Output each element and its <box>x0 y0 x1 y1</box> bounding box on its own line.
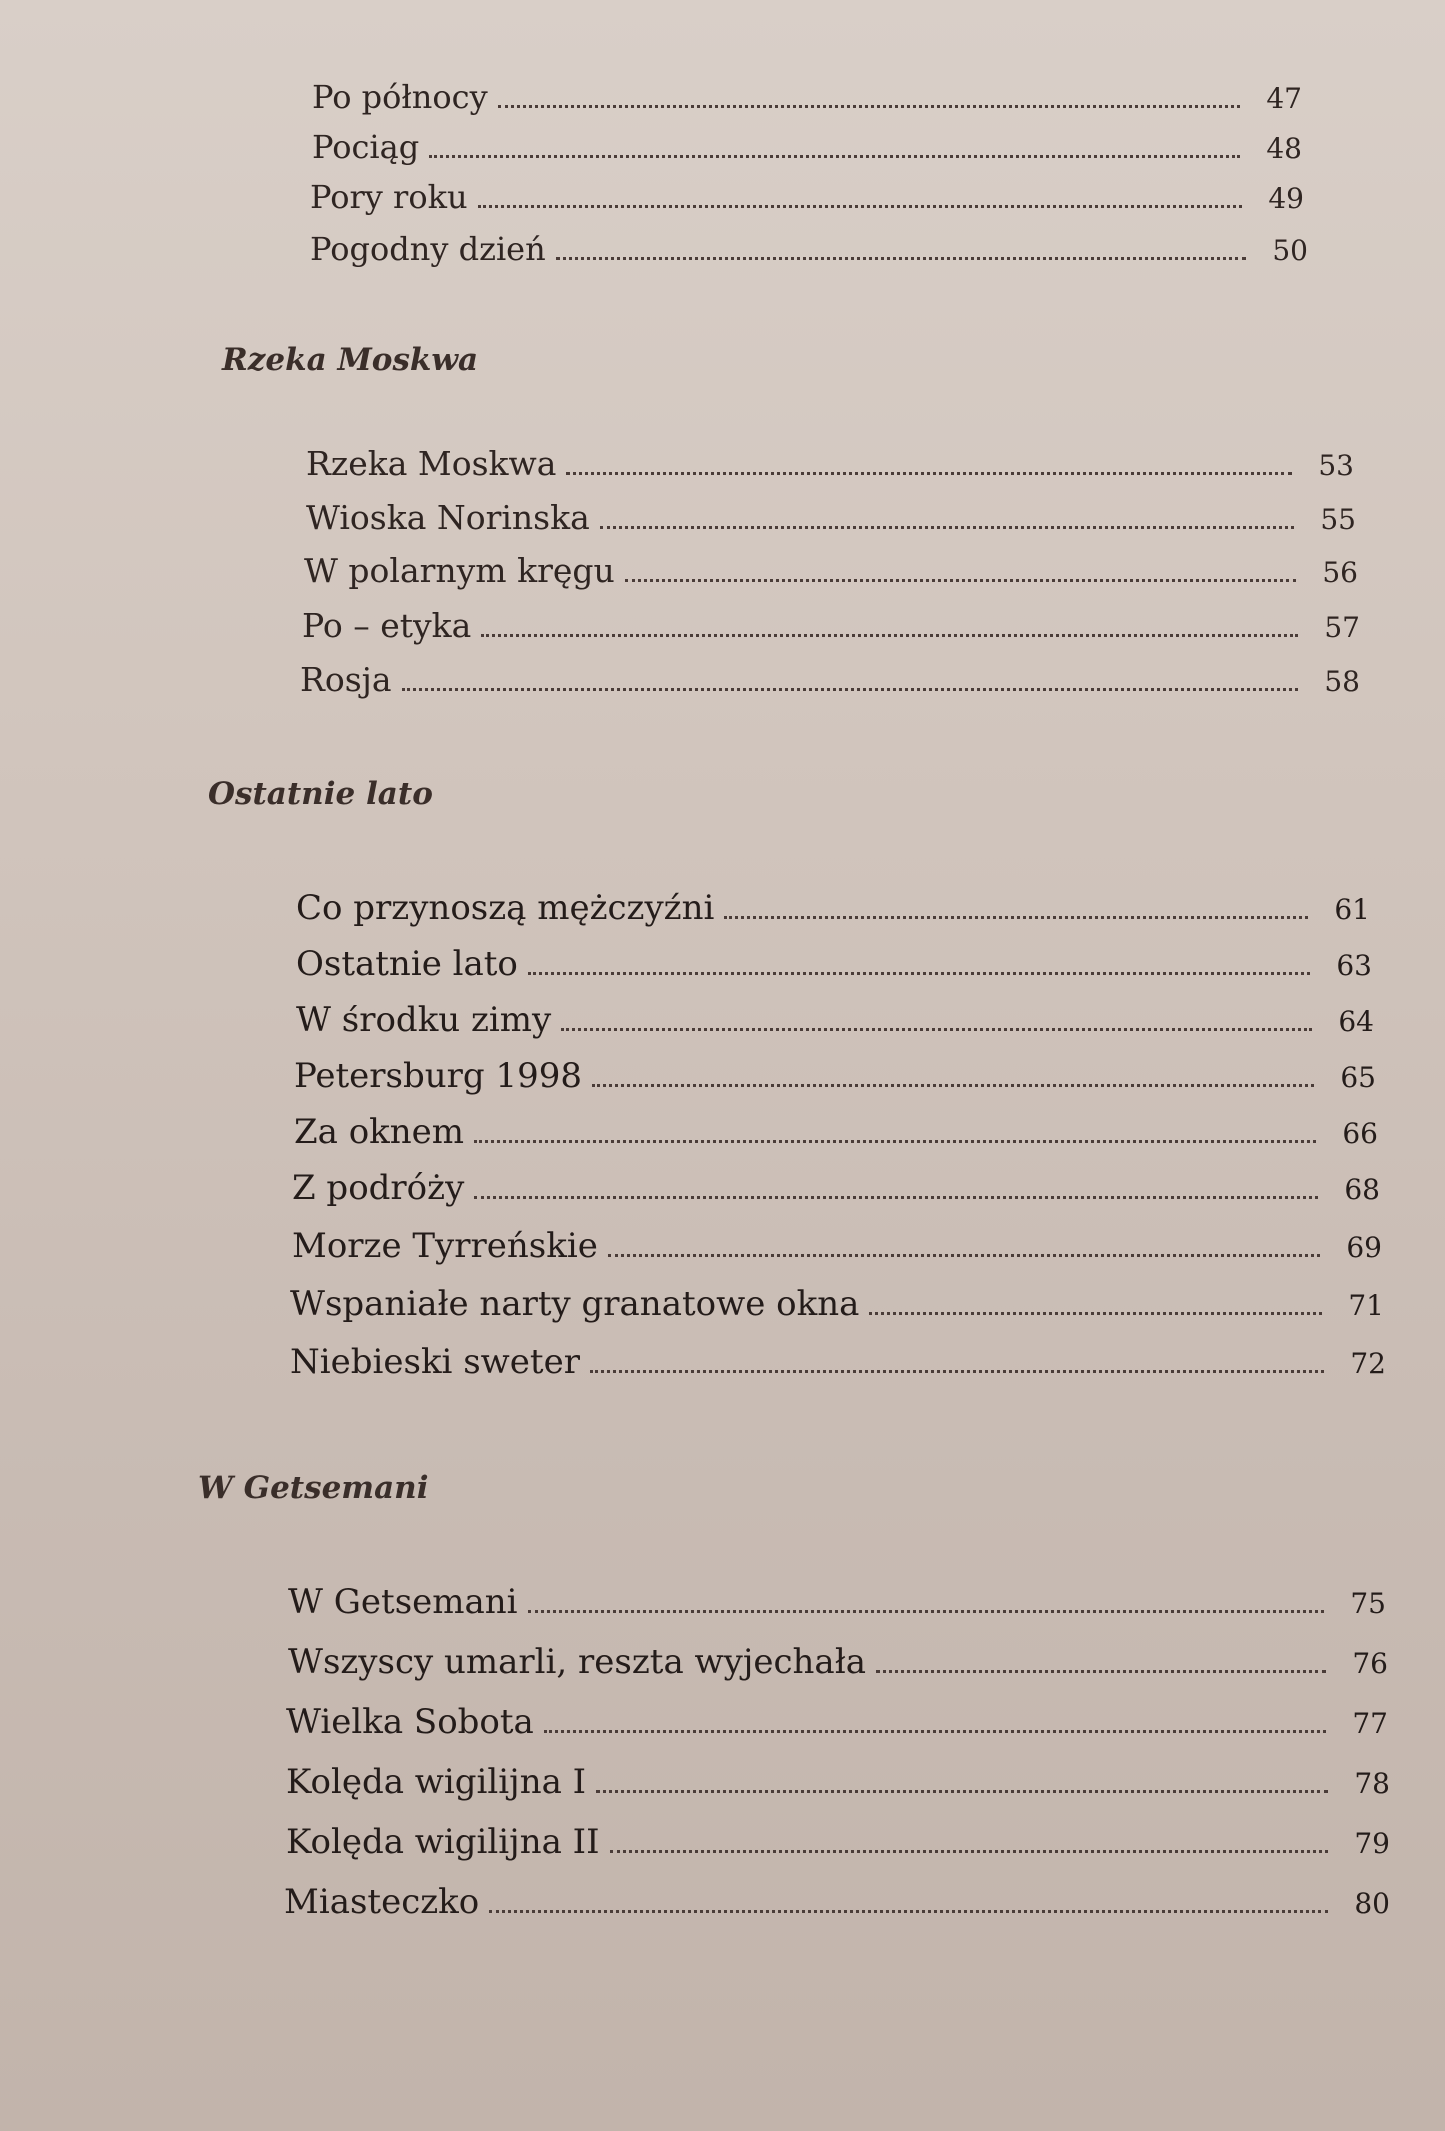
dot-leader <box>724 916 1308 919</box>
toc-entry <box>296 1000 1374 1040</box>
toc-entry-title: Kolęda wigilijna I <box>286 1762 587 1802</box>
toc-entry-title: Wioska Norinska <box>306 498 590 537</box>
toc-entry-page: 56 <box>1322 556 1358 589</box>
toc-entry-title: Niebieski sweter <box>290 1342 580 1382</box>
dot-leader <box>498 105 1240 108</box>
toc-entry-title: Wszyscy umarli, reszta wyjechała <box>288 1642 866 1682</box>
dot-leader <box>608 1254 1320 1257</box>
toc-entry-page: 49 <box>1268 182 1304 215</box>
toc-entry-title: Ostatnie lato <box>296 944 518 984</box>
toc-entry-title: Petersburg 1998 <box>294 1056 582 1096</box>
toc-entry <box>294 1112 1378 1152</box>
toc-entry-page: 72 <box>1350 1347 1386 1380</box>
toc-entry-title: Kolęda wigilijna II <box>286 1822 600 1862</box>
toc-entry <box>290 1284 1384 1324</box>
toc-entry <box>312 78 1302 116</box>
toc-entry-page: 47 <box>1266 82 1302 115</box>
toc-entry-page: 69 <box>1346 1231 1382 1264</box>
dot-leader <box>590 1370 1324 1373</box>
dot-leader <box>561 1028 1312 1031</box>
dot-leader <box>592 1084 1314 1087</box>
toc-entry-page: 71 <box>1348 1289 1384 1322</box>
dot-leader <box>489 1910 1328 1913</box>
toc-entry-title: W Getsemani <box>288 1582 518 1622</box>
toc-entry-page: 79 <box>1354 1827 1390 1860</box>
toc-entry-title: Co przynoszą mężczyźni <box>296 888 715 928</box>
dot-leader <box>556 257 1246 260</box>
toc-entry <box>292 1226 1382 1266</box>
toc-entry-title: Z podróży <box>292 1168 465 1208</box>
toc-entry-page: 63 <box>1336 949 1372 982</box>
toc-entry-title: Rzeka Moskwa <box>306 444 557 483</box>
toc-entry-title: Po północy <box>312 78 488 116</box>
toc-entry-title: W środku zimy <box>296 1000 552 1040</box>
toc-entry-title: Za oknem <box>294 1112 465 1152</box>
toc-entry <box>306 444 1354 483</box>
toc-entry-page: 80 <box>1354 1887 1390 1920</box>
dot-leader <box>474 1140 1316 1143</box>
toc-entry <box>302 606 1360 645</box>
toc-entry-page: 55 <box>1320 503 1356 536</box>
toc-entry-page: 77 <box>1352 1707 1388 1740</box>
toc-entry-page: 68 <box>1344 1173 1380 1206</box>
toc-entry <box>286 1762 1390 1802</box>
toc-entry-title: Pociąg <box>312 128 420 166</box>
toc-entry <box>300 660 1360 699</box>
toc-entry <box>310 230 1308 268</box>
section-heading: W Getsemani <box>198 1470 429 1506</box>
toc-entry-page: 78 <box>1354 1767 1390 1800</box>
dot-leader <box>474 1196 1318 1199</box>
toc-entry-title: Po – etyka <box>302 606 472 645</box>
toc-entry-page: 65 <box>1340 1061 1376 1094</box>
toc-entry-page: 58 <box>1324 665 1360 698</box>
dot-leader <box>876 1670 1326 1673</box>
toc-entry <box>288 1582 1386 1622</box>
toc-entry-page: 64 <box>1338 1005 1374 1038</box>
toc-entry-page: 75 <box>1350 1587 1386 1620</box>
toc-entry-title: Morze Tyrreńskie <box>292 1226 598 1266</box>
toc-entry <box>310 178 1304 216</box>
toc-entry <box>290 1342 1386 1382</box>
toc-entry-title: Rosja <box>300 660 392 699</box>
toc-entry <box>284 1882 1390 1922</box>
toc-entry <box>296 888 1370 928</box>
toc-entry-title: W polarnym kręgu <box>304 551 615 590</box>
toc-entry <box>312 128 1302 166</box>
toc-entry-title: Wspaniałe narty granatowe okna <box>290 1284 860 1324</box>
section-heading: Rzeka Moskwa <box>222 342 479 378</box>
toc-entry <box>306 498 1356 537</box>
toc-entry <box>294 1056 1376 1096</box>
toc-entry-title: Pogodny dzień <box>310 230 546 268</box>
dot-leader <box>625 579 1296 582</box>
toc-entry <box>288 1642 1388 1682</box>
toc-entry-page: 61 <box>1334 893 1370 926</box>
dot-leader <box>610 1850 1328 1853</box>
dot-leader <box>402 688 1298 691</box>
toc-entry <box>286 1822 1390 1862</box>
dot-leader <box>566 472 1292 475</box>
toc-entry-page: 53 <box>1318 449 1354 482</box>
toc-entry-page: 48 <box>1266 132 1302 165</box>
toc-entry <box>292 1168 1380 1208</box>
toc-entry-page: 50 <box>1272 234 1308 267</box>
toc-entry <box>296 944 1372 984</box>
dot-leader <box>481 634 1298 637</box>
toc-entry-page: 76 <box>1352 1647 1388 1680</box>
dot-leader <box>596 1790 1328 1793</box>
toc-entry-title: Pory roku <box>310 178 468 216</box>
toc-entry-page: 57 <box>1324 611 1360 644</box>
toc-entry <box>286 1702 1388 1742</box>
dot-leader <box>528 972 1310 975</box>
dot-leader <box>869 1312 1322 1315</box>
dot-leader <box>528 1610 1324 1613</box>
dot-leader <box>478 205 1242 208</box>
toc-entry <box>304 551 1358 590</box>
dot-leader <box>429 155 1240 158</box>
dot-leader <box>544 1730 1326 1733</box>
dot-leader <box>600 526 1294 529</box>
toc-entry-title: Wielka Sobota <box>286 1702 534 1742</box>
toc-entry-title: Miasteczko <box>284 1882 480 1922</box>
toc-entry-page: 66 <box>1342 1117 1378 1150</box>
section-heading: Ostatnie lato <box>208 776 433 812</box>
